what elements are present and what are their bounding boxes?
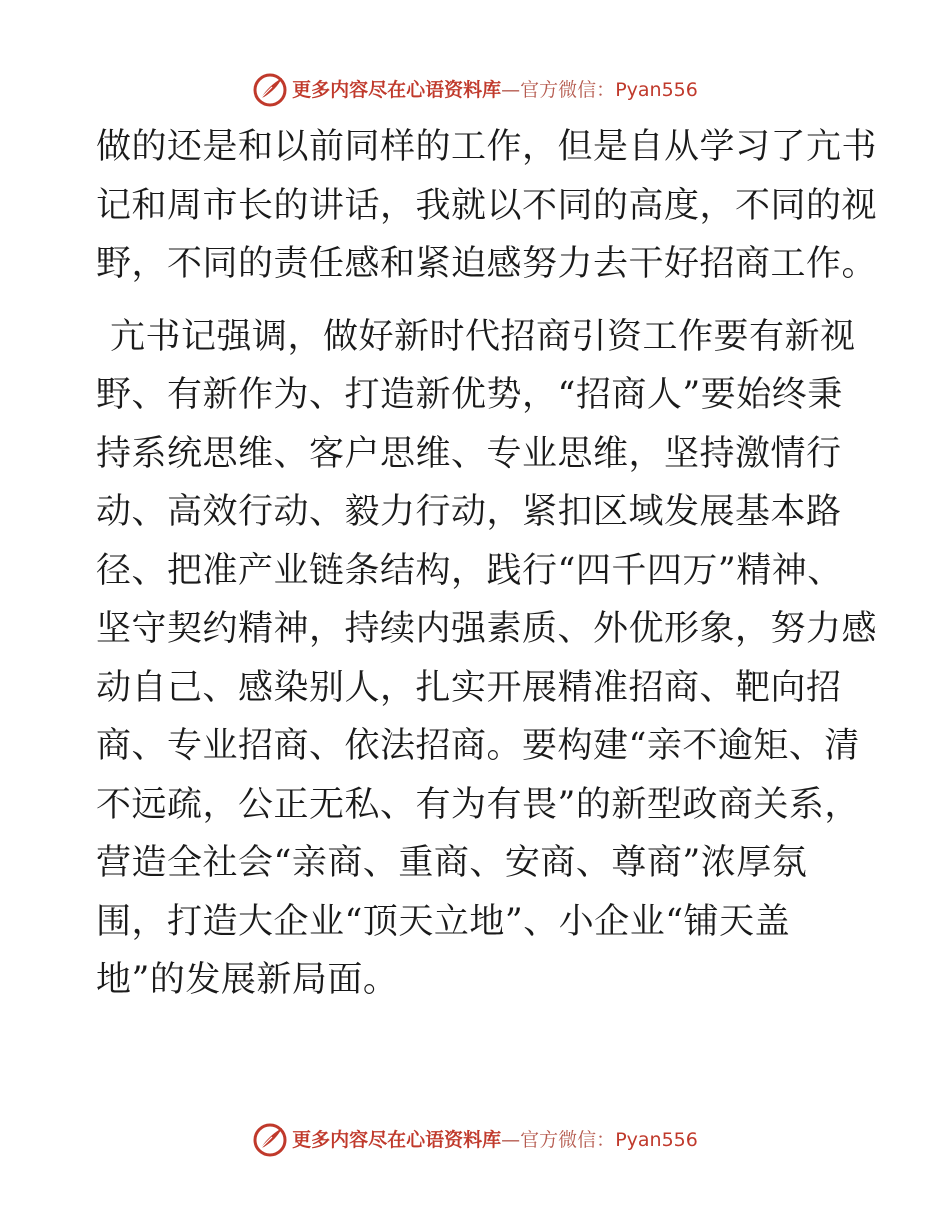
feather-pen-logo-icon xyxy=(252,72,288,108)
text-line: 径、把准产业链条结构，践行“四千四万”精神、 xyxy=(96,550,843,591)
text-line: 营造全社会“亲商、重商、安商、尊商”浓厚氛 xyxy=(96,843,808,883)
paragraph-1 xyxy=(96,118,878,294)
text-line: 野、有新作为、打造新优势，“招商人”要始终秉 xyxy=(96,375,843,415)
text-line: 亢书记强调，做好新时代招商引资工作要有新视 xyxy=(110,316,856,357)
header-watermark xyxy=(0,72,950,108)
text-line: 动、高效行动、毅力行动，紧扣区域发展基本路 xyxy=(96,492,842,532)
text-line: 持系统思维、客户思维、专业思维，坚持激情行 xyxy=(96,433,842,474)
text-line: 不远疏，公正无私、有为有畏”的新型政商关系， xyxy=(96,784,860,825)
text-line: 做的还是和以前同样的工作，但是自从学习了亢书 xyxy=(96,127,878,167)
watermark-separator: —官方微信： xyxy=(501,1129,616,1151)
paragraph-spacer xyxy=(96,294,856,308)
watermark-brand: 更多内容尽在心语资料库 xyxy=(292,1129,502,1151)
text-line: 动自己、感染别人，扎实开展精准招商、靶向招 xyxy=(96,667,842,708)
text-line: 坚守契约精神，持续内强素质、外优形象，努力感 xyxy=(96,609,878,649)
text-line: 地”的发展新局面。 xyxy=(96,960,399,1000)
document-body xyxy=(96,118,878,1010)
watermark-text xyxy=(292,72,698,108)
watermark-wechat-id: Pyan556 xyxy=(615,1129,698,1151)
watermark-brand: 更多内容尽在心语资料库 xyxy=(292,79,502,101)
watermark-wechat-id: Pyan556 xyxy=(615,79,698,101)
text-line: 记和周市长的讲话，我就以不同的高度，不同的视 xyxy=(96,185,878,226)
watermark-separator: —官方微信： xyxy=(501,79,616,101)
text-line: 围，打造大企业“顶天立地”、小企业“铺天盖 xyxy=(96,901,791,942)
text-line: 野，不同的责任感和紧迫感努力去干好招商工作。 xyxy=(96,244,878,284)
footer-watermark xyxy=(0,1122,950,1158)
feather-pen-logo-icon xyxy=(252,1122,288,1158)
watermark-text xyxy=(292,1122,698,1158)
text-line: 商、专业招商、依法招商。要构建“亲不逾矩、清 xyxy=(96,726,860,766)
paragraph-2 xyxy=(96,308,878,1010)
